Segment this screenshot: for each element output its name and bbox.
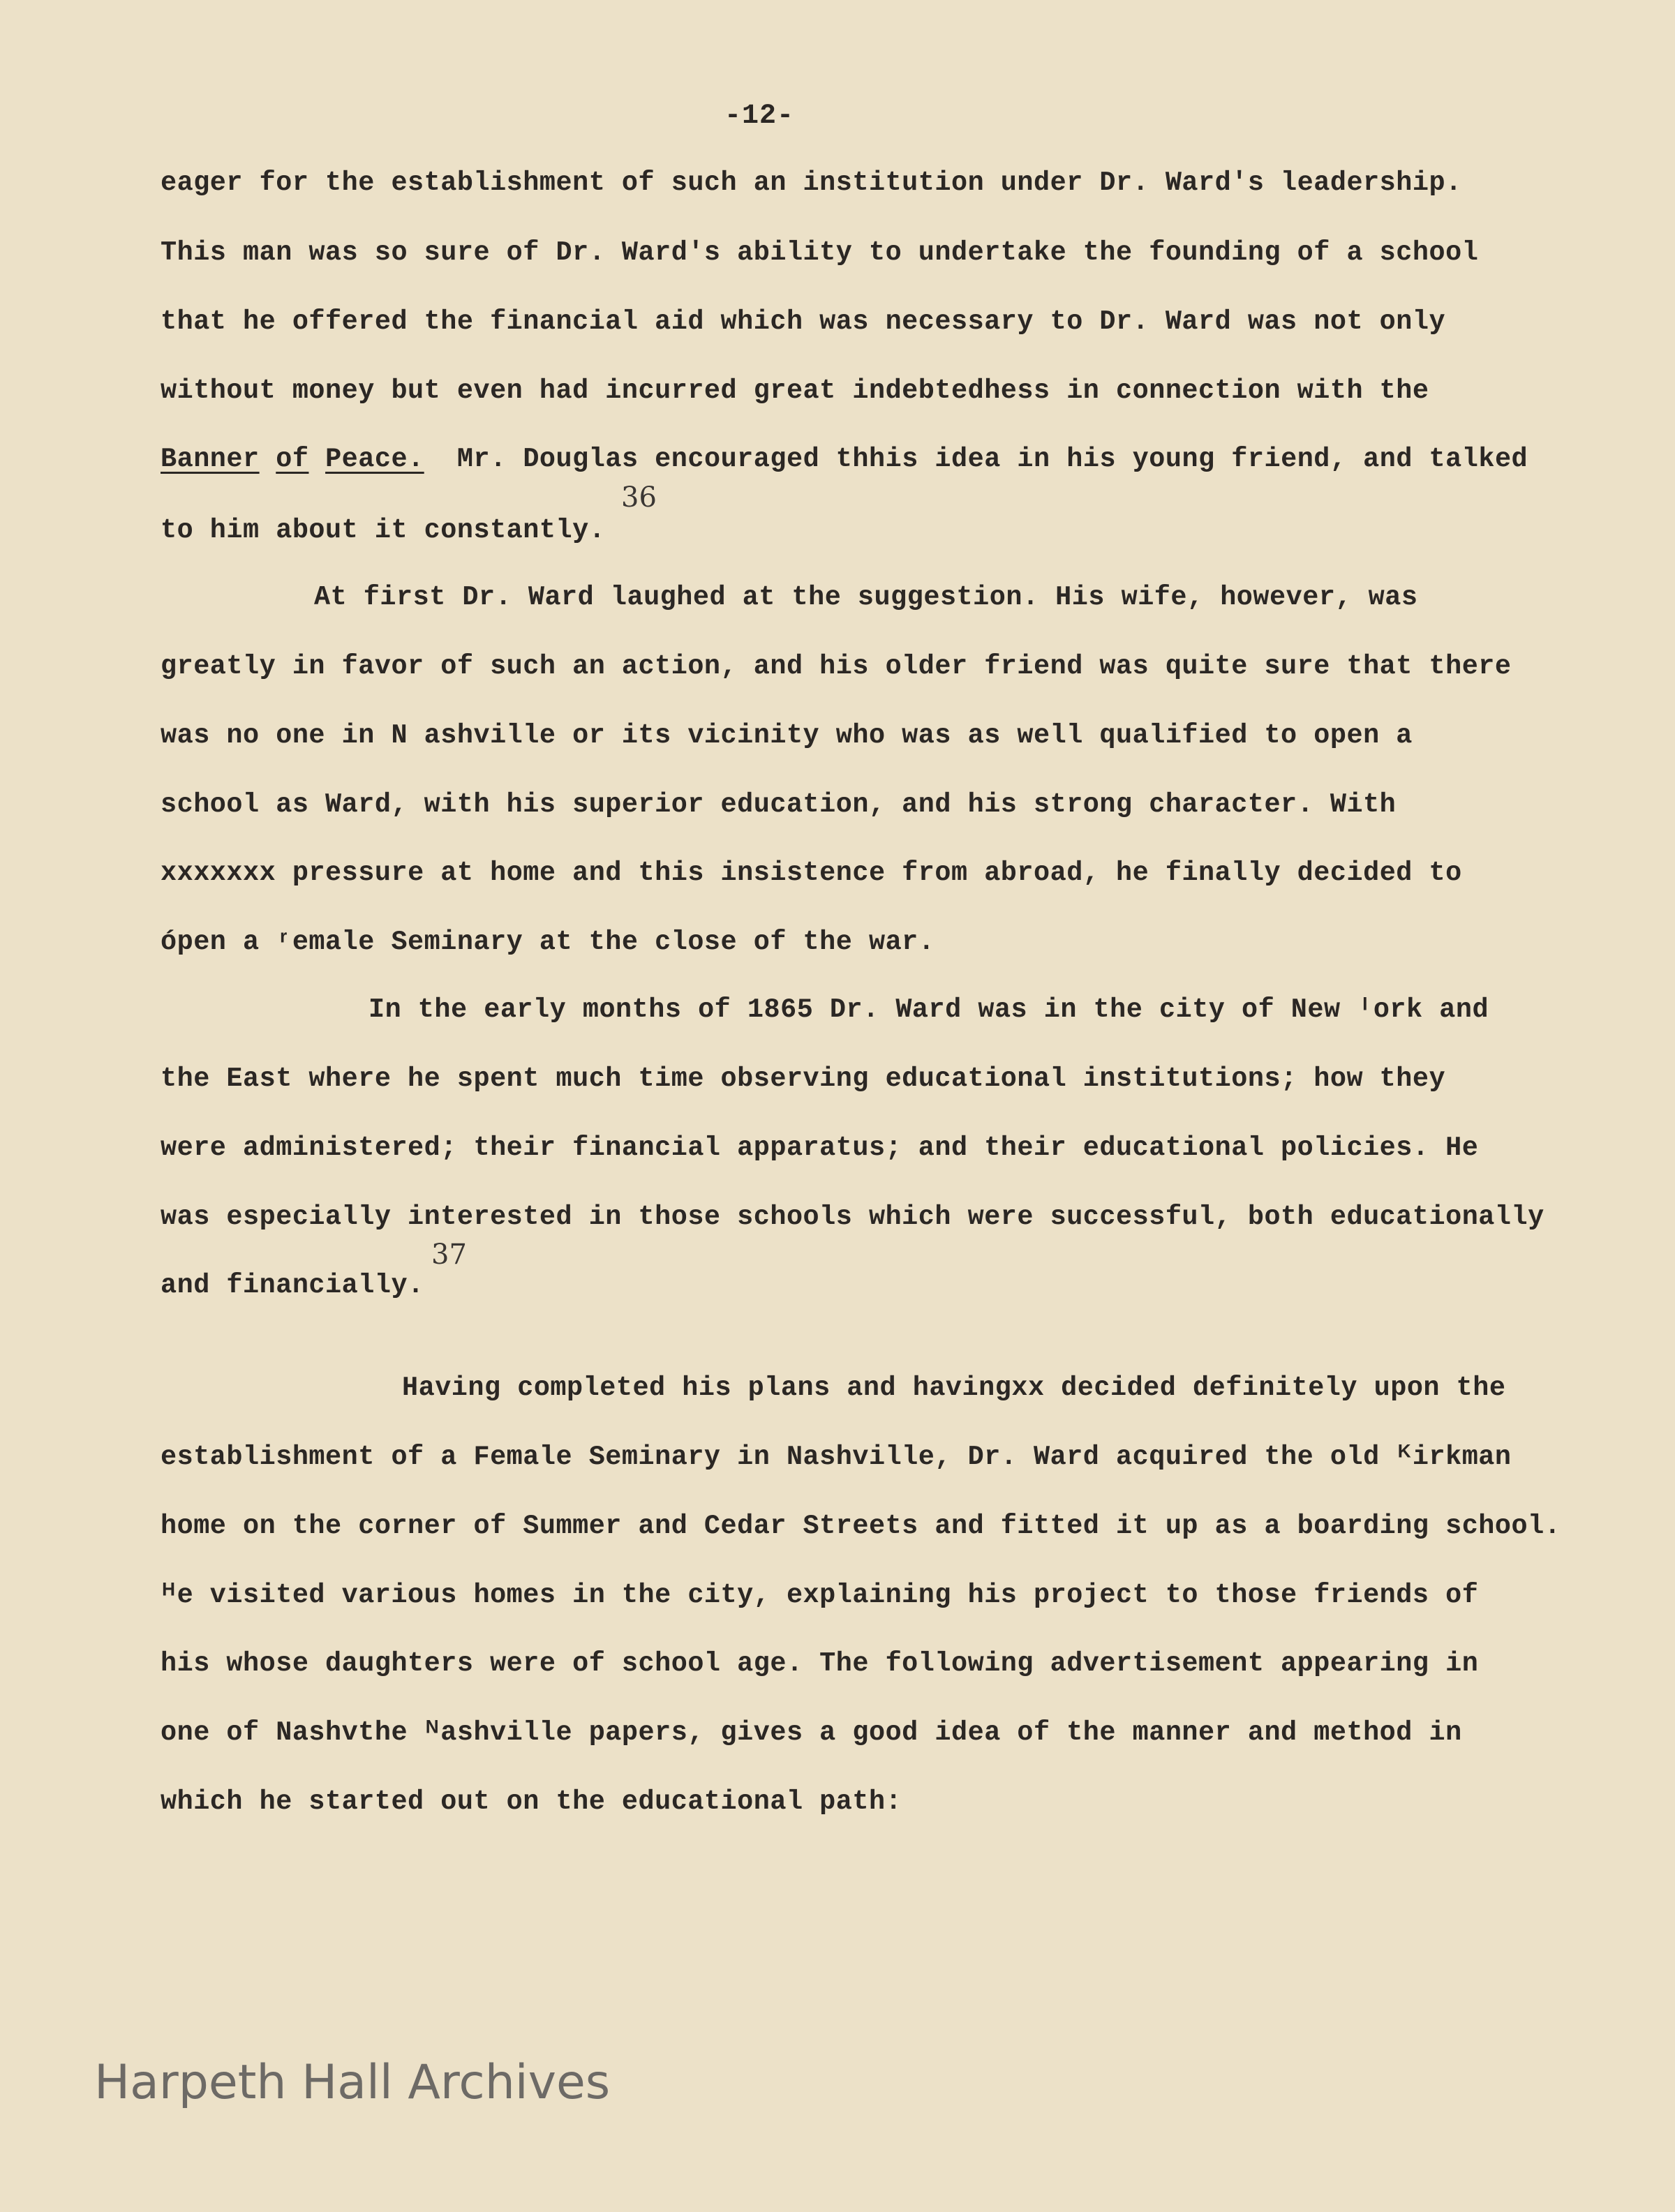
text-line: without money but even had incurred great indebtedhess in connection with the (161, 375, 1429, 406)
book-title-word: Peace. (325, 444, 424, 474)
struck-out-word: xxxxxxx (161, 858, 276, 888)
text-line: which he started out on the educational path: (161, 1786, 902, 1817)
text-line: one of Nashvthe ᴺashville papers, gives a good idea of the manner and method in (161, 1717, 1462, 1748)
text-line: that he offered the financial aid which was necessary to Dr. Ward was not only (161, 306, 1446, 337)
text-line: In the early months of 1865 Dr. Ward was in the city of New ᴵork and (368, 994, 1489, 1025)
text-line-rest: Mr. Douglas encouraged thhis idea in his young friend, and talked (456, 444, 1528, 474)
text-line: and financially. (161, 1270, 424, 1301)
book-title-word: Banner (161, 444, 260, 474)
text-line: were administered; their financial apparatus; and their educational policies. He (161, 1133, 1479, 1163)
text-line-rest: pressure at home and this insistence from abroad, he finally decided to (292, 858, 1462, 888)
text-line: school as Ward, with his superior education, and his strong character. With (161, 789, 1397, 820)
archive-watermark: Harpeth Hall Archives (94, 2055, 611, 2110)
text-line (161, 444, 1528, 474)
footnote-marker: 37 (431, 1239, 467, 1271)
footnote-marker: 36 (621, 481, 657, 514)
text-line: was especially interested in those schools which were successful, both educationally (161, 1202, 1544, 1232)
text-line: eager for the establishment of such an institution under Dr. Ward's leadership. (161, 167, 1462, 198)
text-line: ᴴe visited various homes in the city, explaining his project to those friends of (161, 1580, 1479, 1611)
text-line: his whose daughters were of school age. The following advertisement appearing in (161, 1648, 1479, 1679)
text-line: to him about it constantly. (161, 515, 606, 546)
text-line: was no one in N ashville or its vicinity who was as well qualified to open a (161, 720, 1413, 751)
text-line: home on the corner of Summer and Cedar Streets and fitted it up as a boarding school. (161, 1511, 1561, 1541)
text-line: greatly in favor of such an action, and his older friend was quite sure that there (161, 651, 1512, 682)
book-title-word: of (276, 444, 309, 474)
text-line: At first Dr. Ward laughed at the suggestion. His wife, however, was (314, 582, 1418, 613)
text-line: ópen a ʳemale Seminary at the close of the war. (161, 927, 935, 957)
text-line: the East where he spent much time observing educational institutions; how they (161, 1063, 1446, 1094)
text-line (161, 858, 1462, 888)
page-number: -12- (724, 100, 795, 132)
text-line: establishment of a Female Seminary in Nashville, Dr. Ward acquired the old ᴷirkman (161, 1442, 1512, 1472)
text-line: Having completed his plans and havingxx decided definitely upon the (402, 1373, 1506, 1403)
text-line: This man was so sure of Dr. Ward's ability to undertake the founding of a school (161, 237, 1479, 268)
